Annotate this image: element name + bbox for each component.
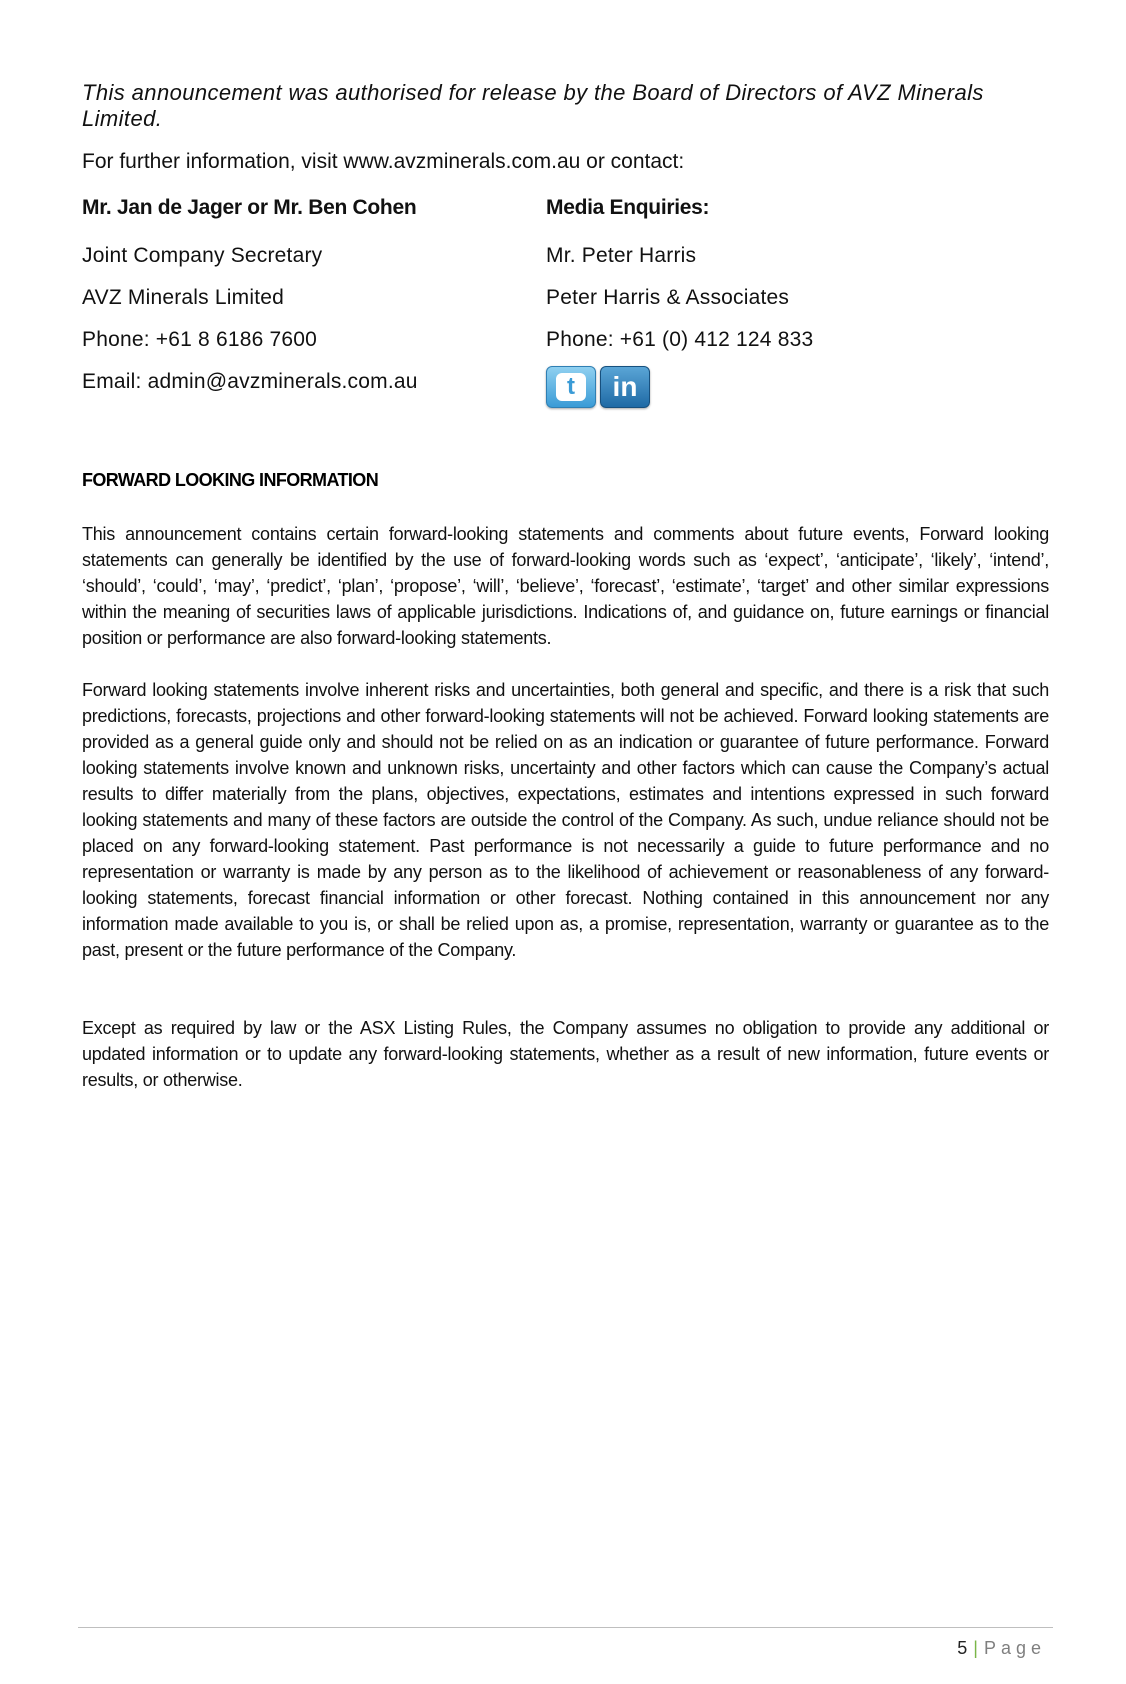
- footer-separator: |: [973, 1638, 978, 1658]
- further-information: For further information, visit www.avzminerals.com.au or contact:: [82, 150, 685, 173]
- media-contact-company: Peter Harris & Associates: [546, 286, 790, 309]
- media-contact-phone: Phone: +61 (0) 412 124 833: [546, 328, 814, 351]
- page-footer: [957, 1638, 1046, 1659]
- twitter-glyph: t: [556, 373, 586, 401]
- forward-looking-title: FORWARD LOOKING INFORMATION: [82, 470, 379, 490]
- company-contact-heading: Mr. Jan de Jager or Mr. Ben Cohen: [82, 196, 417, 219]
- media-contact-heading: Media Enquiries:: [546, 196, 710, 219]
- twitter-icon[interactable]: [546, 366, 596, 408]
- company-contact-phone: Phone: +61 8 6186 7600: [82, 328, 318, 351]
- footer-divider: [78, 1627, 1053, 1628]
- social-links: [546, 366, 986, 408]
- forward-looking-paragraph-2: Forward looking statements involve inherent risks and uncertainties, both general and specific, and there is a risk that such predictions, forecasts, projections and other forward-looking statements will not be achieved. Forward looking statements are provided as a general guide only and should not be relied on as an indication or guarantee of future performance. Forward looking statements involve known and unknown risks, uncertainty and other factors which can cause the Company’s actual results to differ materially from the plans, objectives, expectations, estimates and intentions expressed in such forward looking statements and many of these factors are outside the control of the Company. As such, undue reliance should not be placed on any forward-looking statement. Past performance is not necessarily a guide to future performance and no representation or warranty is made by any person as to the likelihood of achievement or reasonableness of any forward-looking statements, forecast financial information or other forecast. Nothing contained in this announcement nor any information made available to you is, or shall be relied upon as, a promise, representation, warranty or guarantee as to the past, present or the future performance of the Company.: [82, 680, 1049, 960]
- company-contact-company: AVZ Minerals Limited: [82, 286, 285, 309]
- media-contact: [546, 193, 986, 408]
- page-label: Page: [983, 1638, 1046, 1658]
- company-contact: [82, 193, 522, 403]
- linkedin-icon[interactable]: in: [600, 366, 650, 408]
- page-number: 5: [957, 1638, 968, 1658]
- authorisation-statement: This announcement was authorised for release by the Board of Directors of AVZ Minerals Limited.: [82, 80, 984, 131]
- forward-looking-paragraph-1: This announcement contains certain forward-looking statements and comments about future events, Forward looking statements can generally be identified by the use of forward-looking words such as ‘expect’, ‘anticipate’, ‘likely’, ‘intend’, ‘should’, ‘could’, ‘may’, ‘predict’, ‘plan’, ‘propose’, ‘will’, ‘believe’, ‘forecast’, ‘estimate’, ‘target’ and other similar expressions within the meaning of securities laws of applicable jurisdictions. Indications of, and guidance on, future earnings or financial position or performance are also forward-looking statements.: [82, 524, 1049, 648]
- company-contact-email[interactable]: Email: admin@avzminerals.com.au: [82, 370, 418, 393]
- forward-looking-paragraph-3: Except as required by law or the ASX Listing Rules, the Company assumes no obligation to provide any additional or updated information or to update any forward-looking statements, whether as a result of new information, future events or results, or otherwise.: [82, 1018, 1049, 1090]
- media-contact-name: Mr. Peter Harris: [546, 244, 697, 267]
- company-contact-role: Joint Company Secretary: [82, 244, 323, 267]
